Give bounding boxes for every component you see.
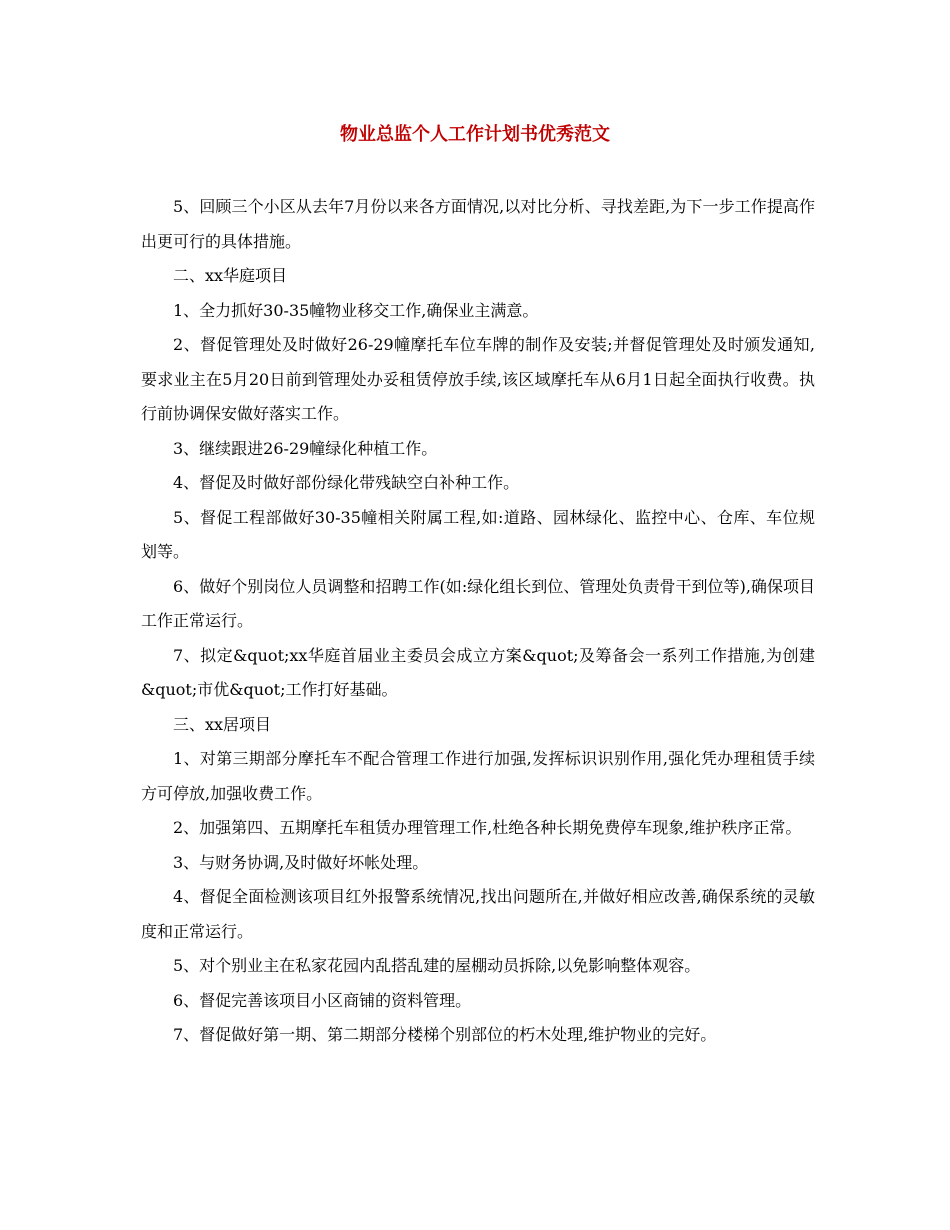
paragraph: 7、督促做好第一期、第二期部分楼梯个别部位的朽木处理,维护物业的完好。: [173, 1025, 717, 1044]
paragraph: 6、督促完善该项目小区商铺的资料管理。: [173, 990, 472, 1010]
paragraph: 7、拟定&quot;xx华庭首届业主委员会成立方案&quot;及筹备会一系列工作措施,为创建&quot;市优&quot;工作打好基础。: [141, 645, 815, 699]
section-heading: 三、xx居项目: [173, 714, 272, 734]
paragraph: 4、督促全面检测该项目红外报警系统情况,找出问题所在,并做好相应改善,确保系统的灵敏度和正常运行。: [141, 887, 815, 941]
document-title: 物业总监个人工作计划书优秀范文: [340, 124, 610, 145]
paragraph: 5、督促工程部做好30-35幢相关附属工程,如:道路、园林绿化、监控中心、仓库、车位规划等。: [141, 507, 815, 561]
paragraph: 1、对第三期部分摩托车不配合管理工作进行加强,发挥标识识别作用,强化凭办理租赁手续方可停放,加强收费工作。: [141, 749, 815, 803]
section-heading: 二、xx华庭项目: [173, 266, 288, 285]
paragraph: 6、做好个别岗位人员调整和招聘工作(如:绿化组长到位、管理处负责骨干到位等),确保项目工作正常运行。: [141, 576, 815, 630]
paragraph: 2、督促管理处及时做好26-29幢摩托车位车牌的制作及安装;并督促管理处及时颁发通知,要求业主在5月20日前到管理处办妥租赁停放手续,该区域摩托车从6月1日起全面执行收费。执行前协调保安做好落实工作。: [141, 335, 815, 423]
paragraph: 3、与财务协调,及时做好坏帐处理。: [173, 852, 429, 872]
paragraph: 1、全力抓好30-35幢物业移交工作,确保业主满意。: [173, 300, 539, 320]
paragraph: 5、对个别业主在私家花园内乱搭乱建的屋棚动员拆除,以免影响整体观容。: [173, 956, 701, 975]
paragraph: 3、继续跟进26-29幢绿化种植工作。: [173, 438, 438, 458]
document-body: [141, 190, 815, 1053]
paragraph: 4、督促及时做好部份绿化带残缺空白补种工作。: [173, 473, 520, 492]
paragraph: 2、加强第四、五期摩托车租赁办理管理工作,杜绝各种长期免费停车现象,维护秩序正常。: [173, 818, 802, 837]
paragraph: 5、回顾三个小区从去年7月份以来各方面情况,以对比分析、寻找差距,为下一步工作提高作出更可行的具体措施。: [141, 197, 815, 251]
